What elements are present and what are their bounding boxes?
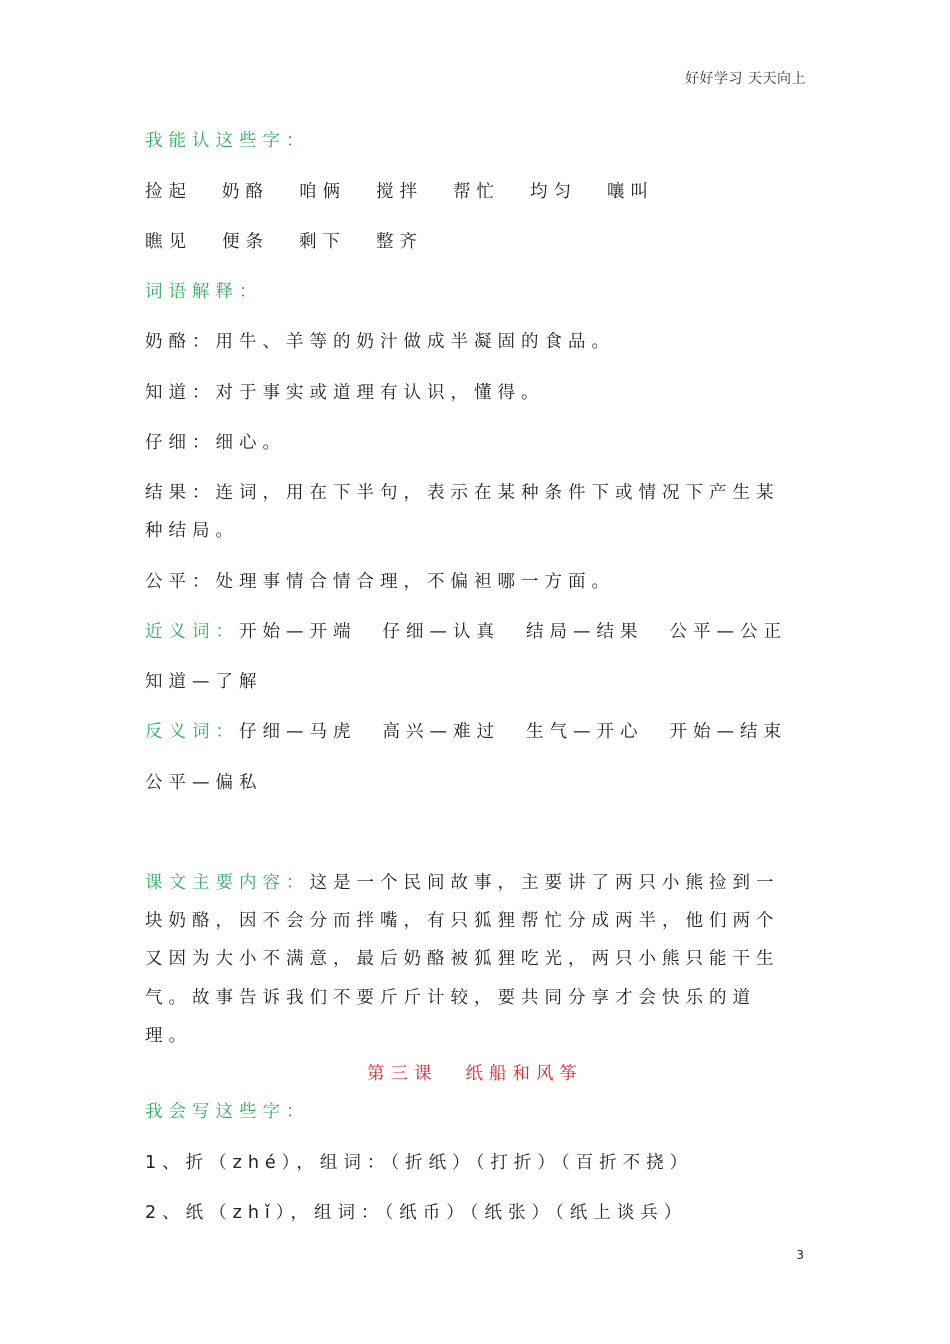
summary-line-4: 气。故事告诉我们不要斤斤计较，要共同分享才会快乐的道 (145, 988, 756, 1008)
explain-item: 奶酪：用牛、羊等的奶汁做成半凝固的食品。 (145, 332, 615, 352)
word-item: 咱俩 (299, 182, 346, 202)
explain-item: 结果：连词，用在下半句，表示在某种条件下或情况下产生某 (145, 483, 780, 503)
write-heading: 我会写这些字： (145, 1102, 310, 1122)
summary-line-1 (145, 871, 780, 895)
word-item: 瞧见 (145, 232, 192, 252)
synonym-pair: 公平—公正 (669, 622, 787, 642)
synonym-pair: 结局—结果 (526, 622, 644, 642)
write-item: 1、折（zhé），组词：（折纸）（打折）（百折不挠） (145, 1153, 694, 1173)
word-item: 均匀 (530, 182, 577, 202)
summary-label: 课文主要内容： (145, 873, 310, 893)
explain-heading: 词语解释： (145, 282, 263, 302)
word-item: 整齐 (376, 232, 423, 252)
antonym-pair: 仔细—马虎 (239, 722, 357, 742)
antonym-pair: 生气—开心 (526, 722, 644, 742)
word-item: 捡起 (145, 182, 192, 202)
summary-text: 这是一个民间故事，主要讲了两只小熊捡到一 (309, 873, 780, 893)
word-item: 搅拌 (376, 182, 423, 202)
page-header-motto: 好好学习 天天向上 (685, 71, 806, 87)
recognize-row-1 (145, 180, 684, 204)
page-number: 3 (796, 1248, 804, 1262)
word-item: 便条 (222, 232, 269, 252)
recognize-heading: 我能认这些字： (145, 131, 310, 151)
explain-item: 知道：对于事实或道理有认识，懂得。 (145, 383, 545, 403)
explain-item: 种结局。 (145, 521, 239, 541)
word-item: 剩下 (299, 232, 346, 252)
word-item: 帮忙 (453, 182, 500, 202)
synonym-pair: 开始—开端 (239, 622, 357, 642)
antonyms-line-1 (145, 720, 787, 744)
antonym-pair: 高兴—难过 (382, 722, 500, 742)
lesson-number: 第三课 (367, 1064, 438, 1084)
explain-item: 仔细：细心。 (145, 433, 286, 453)
synonyms-label: 近义词： (145, 622, 239, 642)
antonyms-label: 反义词： (145, 722, 239, 742)
word-item: 奶酪 (222, 182, 269, 202)
summary-line-3: 又因为大小不满意，最后奶酪被狐狸吃光，两只小熊只能干生 (145, 949, 780, 969)
antonyms-line-2: 公平—偏私 (145, 773, 263, 793)
summary-line-5: 理。 (145, 1026, 192, 1046)
synonym-pair: 仔细—认真 (382, 622, 500, 642)
recognize-row-2 (145, 230, 453, 254)
lesson-name: 纸船和风筝 (465, 1064, 583, 1084)
antonym-pair: 开始—结束 (669, 722, 787, 742)
word-item: 嚷叫 (607, 182, 654, 202)
synonyms-line-2: 知道—了解 (145, 672, 263, 692)
summary-line-2: 块奶酪，因不会分而拌嘴，有只狐狸帮忙分成两半，他们两个 (145, 911, 780, 931)
lesson-title (0, 1062, 950, 1086)
synonyms-line-1 (145, 620, 787, 644)
explain-item: 公平：处理事情合情合理，不偏袒哪一方面。 (145, 572, 615, 592)
write-item: 2、纸（zhǐ），组词：（纸币）（纸张）（纸上谈兵） (145, 1203, 688, 1223)
